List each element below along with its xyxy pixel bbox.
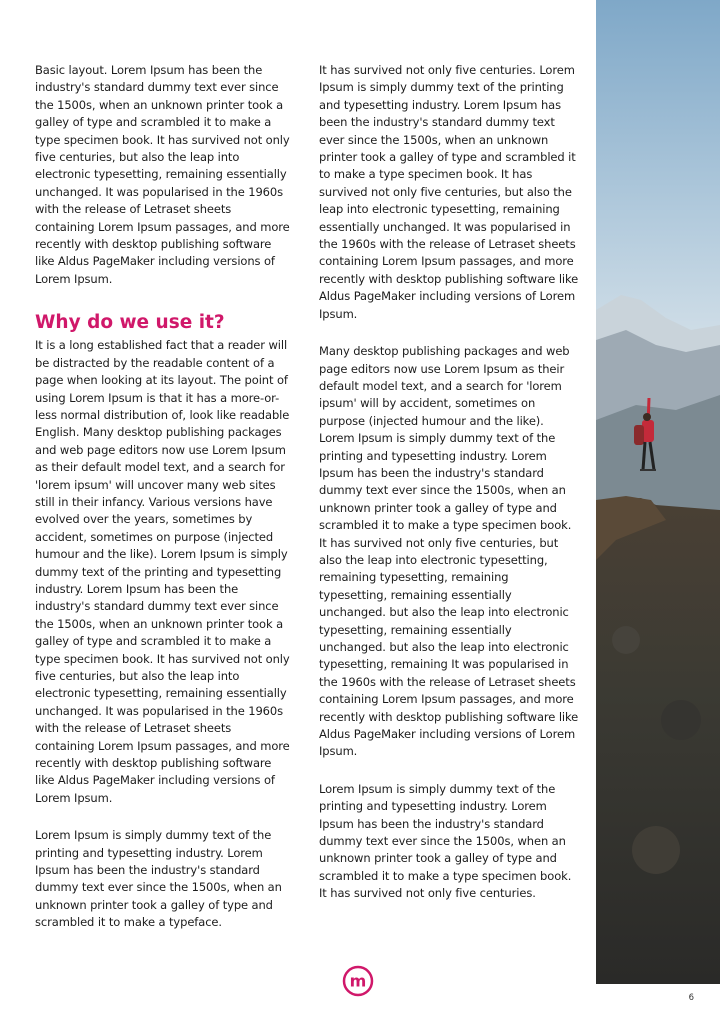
brand-m-logo	[342, 965, 374, 997]
right-column	[319, 62, 579, 903]
logo-letter: m	[349, 971, 367, 991]
intro-paragraph: Basic layout. Lorem Ipsum has been the industry's standard dummy text ever since the 1500s, when an unknown printer took a galley of type and scrambled it to make a type specimen book. It has survived not only five centuries, but also the leap into electronic typesetting, remaining essentially unchanged. It was popularised in the 1960s with the release of Letraset sheets containing Lorem Ipsum passages, and more recently with desktop publishing software like Aldus PageMaker including versions of Lorem Ipsum.	[35, 63, 290, 286]
left-paragraph-2: Lorem Ipsum is simply dummy text of the printing and typesetting industry. Lorem Ipsum has been the industry's standard dummy text ever since the 1500s, when an unknown printer took a galley of type and scrambled it to make a typeface.	[35, 828, 282, 930]
page-number: 6	[688, 993, 694, 1003]
left-paragraph-1: It is a long established fact that a reader will be distracted by the readable content of a page when looking at its layout. The point of using Lorem Ipsum is that it has a more-or-less normal distribution of, look like readable English. Many desktop publishing packages and web page editors now use Lorem Ipsum as their default model text, and a search for 'lorem ipsum' will uncover many web sites still in their infancy. Various versions have evolved over the years, sometimes by accident, sometimes on purpose (injected humour and the like). Lorem Ipsum is simply dummy text of the printing and typesetting industry. Lorem Ipsum has been the industry's standard dummy text ever since the 1500s, when an unknown printer took a galley of type and scrambled it to make a type specimen book. It has survived not only five centuries, but also the leap into electronic typesetting, remaining essentially unchanged. It was popularised in the 1960s with the release of Letraset sheets containing Lorem Ipsum passages, and more recently with desktop publishing software like Aldus PageMaker including versions of Lorem Ipsum.	[35, 338, 290, 805]
hiker-on-mountain-photo	[596, 0, 720, 984]
hiker-photo	[596, 0, 720, 984]
right-paragraph-1: It has survived not only five centuries. Lorem Ipsum is simply dummy text of the printing and typesetting industry. Lorem Ipsum has been the industry's standard dummy text ever since the 1500s, when an unknown printer took a galley of type and scrambled it to make a type specimen book. It has survived not only five centuries, but also the leap into electronic typesetting, remaining essentially unchanged. It was popularised in the 1960s with the release of Letraset sheets containing Lorem Ipsum passages, and more recently with desktop publishing software like Aldus PageMaker including versions of Lorem Ipsum.	[319, 63, 579, 321]
left-column	[35, 62, 291, 932]
section-heading: Why do we use it?	[35, 312, 225, 334]
right-paragraph-3: Lorem Ipsum is simply dummy text of the printing and typesetting industry. Lorem Ipsum has been the industry's standard dummy text ever since the 1500s, when an unknown printer took a galley of type and scrambled it to make a type specimen book. It has survived not only five centuries.	[319, 781, 572, 901]
right-paragraph-2: Many desktop publishing packages and web page editors now use Lorem Ipsum as their default model text, and a search for 'lorem ipsum' will by accident, sometimes on purpose (injected humour and the like). Lorem Ipsum is simply dummy text of the printing and typesetting industry. Lorem Ipsum has been the industry's standard dummy text ever since the 1500s, when an unknown printer took a galley of type and scrambled it to make a type specimen book. It has survived not only five centuries, but also the leap into electronic typesetting, remaining typesetting, remaining typesetting, remaining essentially unchanged. but also the leap into electronic typesetting, remaining essentially unchanged. but also the leap into electronic typesetting, remaining It was popularised in the 1960s with the release of Letraset sheets containing Lorem Ipsum passages, and more recently with desktop publishing software like Aldus PageMaker including versions of Lorem Ipsum.	[319, 344, 579, 759]
